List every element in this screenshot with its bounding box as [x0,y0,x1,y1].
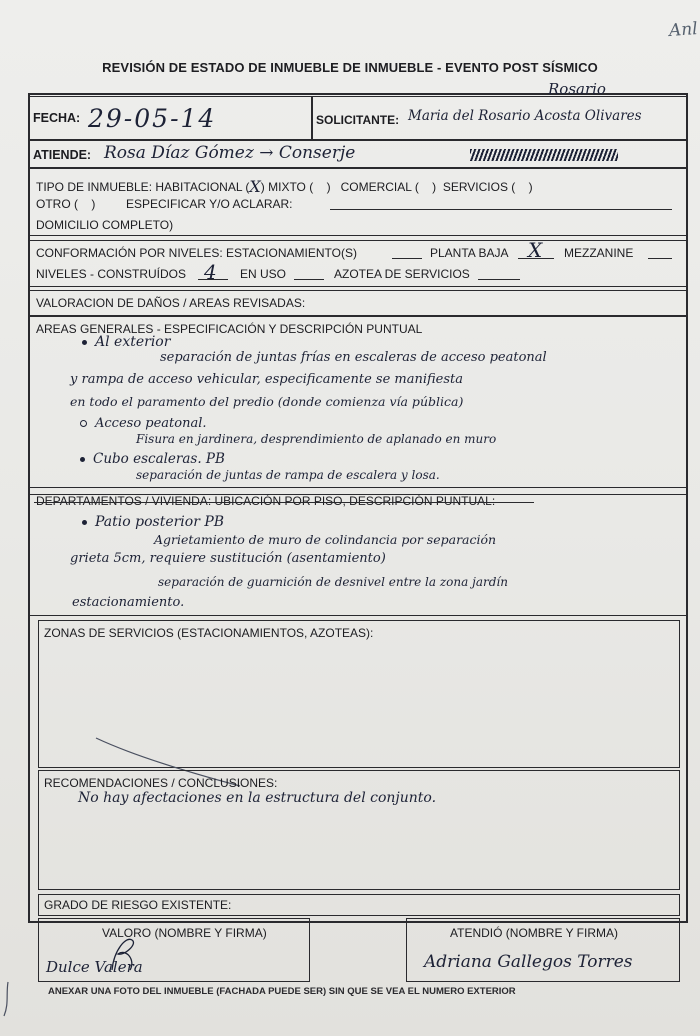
valoro-signature: Dulce Valera [46,958,143,976]
solicitante-label: SOLICITANTE: [316,113,400,127]
form-title: REVISIÓN DE ESTADO DE INMUEBLE DE INMUEBLE - EVENTO POST SÍSMICO [102,60,598,75]
valoracion-label: VALORACION DE DAÑOS / AREAS REVISADAS: [36,296,306,310]
departamentos-label: DEPARTAMENTOS / VIVIENDA: UBICACIÓN POR PISO, DESCRIPCIÓN PUNTUAL: [36,494,496,508]
atiende-value: Rosa Díaz Gómez → Conserje [104,143,356,163]
departamentos-strikethrough [34,502,534,503]
recomendaciones-label: RECOMENDACIONES / CONCLUSIONES: [44,776,278,790]
valoro-label: VALORO (NOMBRE Y FIRMA) [102,926,267,940]
area-line-3: y rampa de acceso vehicular, especificamente se manifiesta [70,372,464,387]
en-uso-label: EN USO [240,267,287,281]
valoro-signature-flourish [104,930,144,974]
areas-generales-label: AREAS GENERALES - ESPECIFICACIÓN Y DESCRIPCIÓN PUNTUAL [36,322,423,336]
area-line-7: Cubo escaleras. PB [80,451,225,467]
habitacional-option: HABITACIONAL ( [155,180,250,194]
comercial-option: COMERCIAL ( [340,180,419,194]
mixto-option: ) MIXTO ( [260,180,314,194]
domicilio-label: DOMICILIO COMPLETO) [36,218,174,232]
depto-line-4: separación de guarnición de desnivel entre la zona jardín [158,575,508,589]
crossed-out-text [470,149,618,161]
habitacional-mark: X [249,177,261,196]
corner-handwritten-note: Anl [668,19,699,41]
depto-line-5: estacionamiento. [72,595,185,610]
depto-line-2: Agrietamiento de muro de colindancia por separación [154,532,497,547]
mezzanine-label: MEZZANINE [564,246,634,260]
planta-baja-label: PLANTA BAJA [430,246,509,260]
especificar-line [330,209,672,210]
solicitante-insert: Rosario [548,80,606,98]
en-uso-line [294,279,324,280]
fecha-value: 29-05-14 [88,104,217,133]
otro-option: OTRO ( ) [36,197,96,211]
construidos-value: 4 [204,260,217,284]
area-line-5: Acceso peatonal. [80,416,207,431]
fecha-label: FECHA: [33,111,81,125]
depto-line-1: Patio posterior PB [82,514,224,530]
area-line-8: separación de juntas de rampa de escalera y losa. [136,468,440,482]
atiende-label: ATIENDE: [33,148,92,162]
azotea-label: AZOTEA DE SERVICIOS [334,267,470,281]
zonas-servicios-label: ZONAS DE SERVICIOS (ESTACIONAMIENTOS, AZOTEAS): [44,626,374,640]
tipo-inmueble-label: TIPO DE INMUEBLE: HABITACIONAL (X) MIXTO ( ) COMERCIAL ( ) SERVICIOS ( ) [36,177,533,196]
conformacion-label: CONFORMACIÓN POR NIVELES: ESTACIONAMIENTO(S) [36,246,357,260]
recomendaciones-value: No hay afectaciones en la estructura del conjunto. [78,790,437,806]
left-margin-mark [0,980,14,1020]
area-line-1: Al exterior [82,334,170,350]
atendio-label: ATENDIÓ (NOMBRE Y FIRMA) [450,926,619,940]
especificar-label: ESPECIFICAR Y/O ACLARAR: [126,197,293,211]
area-line-6: Fisura en jardinera, desprendimiento de aplanado en muro [136,432,497,446]
area-line-2: separación de juntas frías en escaleras de acceso peatonal [160,350,547,365]
servicios-option: SERVICIOS ( [442,180,516,194]
niveles-construidos-label: NIVELES - CONSTRUÍDOS [36,267,187,281]
depto-line-3: grieta 5cm, requiere sustitución (asentamiento) [70,551,386,566]
area-line-4: en todo el paramento del predio (donde comienza vía pública) [70,394,464,409]
grado-riesgo-label: GRADO DE RIESGO EXISTENTE: [44,898,232,912]
atendio-signature: Adriana Gallegos Torres [424,952,633,972]
estacionamiento-line [392,258,422,259]
solicitante-value: Maria del Rosario Acosta Olivares [408,108,642,124]
azotea-line [478,279,520,280]
mezzanine-line [648,258,672,259]
planta-baja-mark: X [528,238,543,262]
footer-instruction: ANEXAR UNA FOTO DEL INMUEBLE (FACHADA PUEDE SER) SIN QUE SE VEA EL NUMERO EXTERIOR [48,986,516,997]
